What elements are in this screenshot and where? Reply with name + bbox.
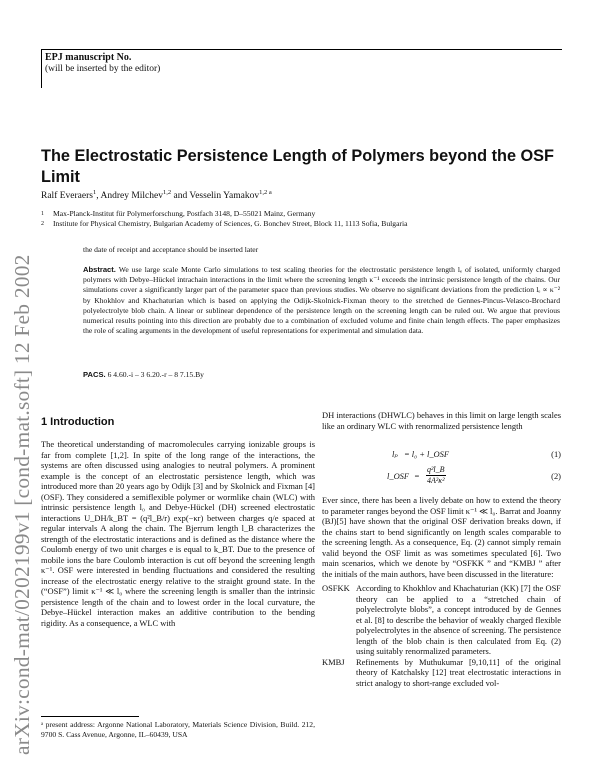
left-column-text: The theoretical understanding of macromolecules carrying ionizable groups is far from complete [1,2]. In spite of the long range of the interactions, the systems are often discussed using analogies to neutral polymers. A prominent example is the concept of an electrostatic persistence length, which was introduced more than 20 years ago by Odijk [3] and by Skolnick and Fixman [4] (OSF). They considered a semiflexible polymer or wormlike chain (WLC) with intrinsic persistence length l₀ and Debye-Hückel (DH) screened electrostatic interactions U_DH/k_BT = (q²l_B/r) exp(−κr) between charges q/e spaced at regular intervals A along the chain. The Bjerrum length l_B characterizes the strength of the electrostatic interactions and is defined as the distance where the Coulomb energy of two unit charges e is equal to k_BT. Due to the presence of mobile ions the bare Coulomb interaction is cut off beyond the screening length κ⁻¹. OSF were interested in bending fluctuations and considered the resulting increase of the electrostatic energy relative to the straight ground state. In the (“OSF”) limit κ⁻¹ ≪ l₀ where the screening length is smaller than the intrinsic persistence length of the chain and to lowest order in the local curvature, the Debye–Hückel interaction makes an additive contribution to the bending rigidity. As a consequence, a WLC with [41, 439, 315, 628]
abstract [83, 265, 560, 336]
equation-1 [322, 449, 561, 465]
author-name: Andrey Milchev [100, 191, 163, 201]
scenario-text: Refinements by Muthukumar [9,10,11] of the original theory of Katchalsky [12] treat electrostatic interactions in strict analogy to short-range excluded vol- [356, 656, 561, 688]
affiliation-text: Max-Planck-Institut für Polymerforschung, Postfach 3148, D–55021 Mainz, Germany [53, 209, 316, 218]
footnote: ᵃ present address: Argonne National Laboratory, Materials Science Division, Build. 212, 9700 S. Cass Avenue, Argonne, IL–60439, USA [41, 720, 315, 739]
right-intro-text: DH interactions (DHWLC) behaves in this limit on large length scales like an ordinary WLC with renormalized persistence length [322, 410, 561, 431]
abstract-label: Abstract. [83, 265, 116, 274]
journal-manuscript-label: EPJ manuscript No. [45, 52, 132, 63]
equation-fraction [426, 465, 446, 486]
scenario-tag: OSFKK [322, 583, 350, 594]
scenario-text: According to Khokhlov and Khachaturian (KK) [7] the OSF theory can be applied to a “stretched chain of polyelectrolyte blobs”, a concept introduced by de Gennes et al. [8] to describe the behavior of weakly charged flexible polyelectrolytes in the absence of screening. The persistence length of the blob chain is then calculated from Eq. (2) using suitably renormalized parameters. [356, 583, 561, 657]
arxiv-stamp: arXiv:cond-mat/0202199v1 [cond-mat.soft] 12 Feb 2002 [10, 254, 34, 755]
affiliations [41, 209, 407, 229]
pacs-codes: 6 4.60.-i – 3 6.20.-r – 8 7.15.By [107, 370, 204, 379]
scenario-item [322, 657, 561, 689]
equation-number: (2) [551, 471, 561, 482]
author-affil-sup: 1,2 [162, 188, 172, 196]
affiliation-number: 2 [41, 221, 44, 227]
affiliation-text: Institute for Physical Chemistry, Bulgarian Academy of Sciences, G. Bonchev Street, Block 11, 1113 Sofia, Bulgaria [53, 219, 408, 228]
affiliation-number: 1 [41, 211, 44, 217]
date-note: the date of receipt and acceptance should be inserted later [83, 245, 259, 254]
scenario-tag: KMBJ [322, 656, 345, 667]
right-para-2: Ever since, there has been a lively debate on how to extend the theory to parameter ranges beyond the OSF limit κ⁻¹ ≪ l₀. Barrat and Joanny (BJ)[5] have shown that the original OSF derivation breaks down, if the chains start to bend significantly on length scales comparable to the screening length. As a consequence, Eq. (2) cannot simply remain valid beyond the OSF limit as was sometimes speculated [6]. Two main scenarios, which we denote by “OSFKK ” and “KMBJ ” after the initials of the main authors, have been discussed in the literature: [322, 495, 561, 579]
section-heading: 1 Introduction [41, 416, 115, 428]
abstract-text: We use large scale Monte Carlo simulations to test scaling theories for the electrostatic persistence length lₑ of isolated, uniformly charged polymers with Debye–Hückel intrachain interactions in the limit where the screening length κ⁻¹ exceeds the intrinsic persistence length of the chains. Our simulations cover a significantly larger part of the parameter space than previous studies. We observe no significant deviations from the prediction lₑ ∝ κ⁻² by Khokhlov and Khachaturian which is based on applying the Odijk-Skolnick-Fixman theory to the stretched de Gennes-Pincus-Velasco-Brochard polyelectrolyte blob chain. A linear or sublinear dependence of the persistence length on the screening length can be ruled out. We argue that previous numerical results pointing into this direction are probably due to a combination of excluded volume and finite chain length effects. The paper emphasizes the role of scaling arguments in the development of useful representations for experimental and simulation data. [83, 265, 560, 336]
author-affil-sup: 1 [92, 188, 97, 196]
journal-header-box [41, 49, 562, 88]
fraction-numerator: q²l_B [427, 465, 445, 475]
pacs-label: PACS. [83, 370, 106, 379]
equation-lhs: lₚ [392, 449, 398, 460]
equation-number: (1) [551, 449, 561, 460]
author-separator: , [96, 191, 101, 201]
fraction-denominator: 4A²κ² [426, 476, 445, 486]
author-name: Ralf Everaers [41, 191, 93, 201]
affiliation-1 [41, 209, 407, 219]
paper-title: The Electrostatic Persistence Length of Polymers beyond the OSF Limit [41, 147, 554, 186]
author-name: Vesselin Yamakov [189, 191, 260, 201]
author-separator: and [171, 191, 190, 201]
footnote-rule [41, 716, 139, 717]
right-column [322, 410, 561, 688]
pacs [83, 370, 204, 379]
journal-editor-note: (will be inserted by the editor) [45, 64, 161, 74]
equation-lhs: l_OSF [387, 471, 410, 482]
scenario-item [322, 583, 561, 657]
author-list [41, 188, 272, 201]
equation-rhs: = l₀ + l_OSF [404, 449, 450, 460]
author-affil-sup: 1,2 a [259, 188, 272, 196]
equation-2: l_OSF = $\frac{\text{q²l\_B}}{\text{4A²κ²}}$ (2) [387, 465, 561, 486]
affiliation-2 [41, 219, 407, 229]
